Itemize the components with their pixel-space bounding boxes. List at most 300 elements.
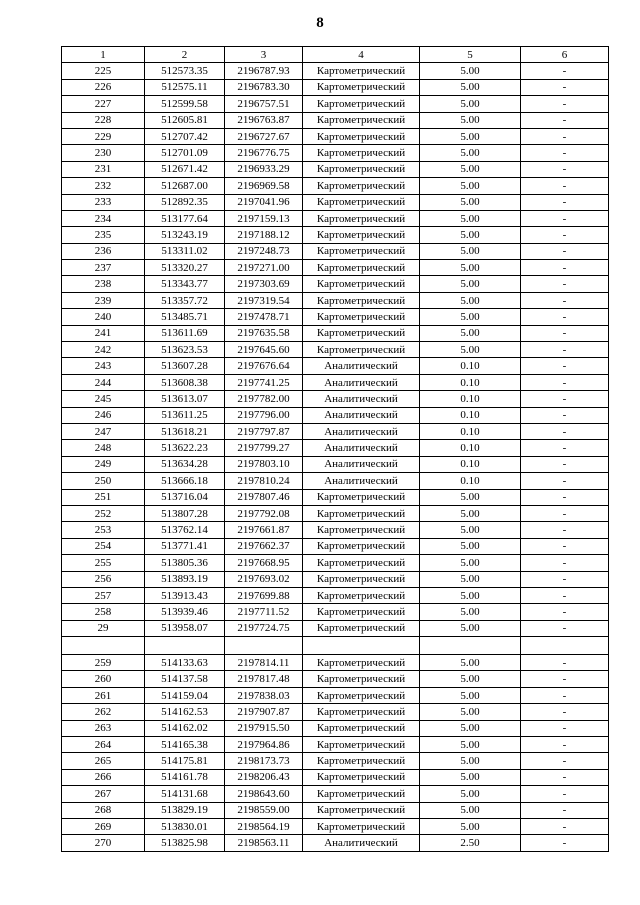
note-cell: - [521,835,609,851]
y-coordinate-cell: 2197661.87 [225,522,303,538]
x-coordinate-cell: 513611.69 [145,325,225,341]
method-cell: Аналитический [303,440,420,456]
note-cell: - [521,112,609,128]
point-number-cell: 249 [62,456,145,472]
accuracy-cell: 0.10 [420,456,521,472]
method-cell: Картометрический [303,505,420,521]
accuracy-cell: 5.00 [420,720,521,736]
point-number-cell: 228 [62,112,145,128]
y-coordinate-cell: 2197915.50 [225,720,303,736]
point-number-cell: 235 [62,227,145,243]
column-header: 1 [62,47,145,63]
accuracy-cell: 5.00 [420,505,521,521]
point-number-cell: 225 [62,63,145,79]
accuracy-cell: 5.00 [420,112,521,128]
method-cell: Картометрический [303,655,420,671]
table-row [62,440,609,456]
note-cell: - [521,802,609,818]
accuracy-cell: 5.00 [420,145,521,161]
table-row [62,128,609,144]
note-cell: - [521,655,609,671]
note-cell: - [521,769,609,785]
y-coordinate-cell: 2198559.00 [225,802,303,818]
point-number-cell: 270 [62,835,145,851]
y-coordinate-cell: 2196763.87 [225,112,303,128]
point-number-cell: 262 [62,704,145,720]
method-cell: Картометрический [303,587,420,603]
method-cell: Картометрический [303,802,420,818]
table-row [62,737,609,753]
method-cell: Картометрический [303,112,420,128]
y-coordinate-cell: 2197782.00 [225,391,303,407]
table-row [62,687,609,703]
method-cell: Картометрический [303,342,420,358]
x-coordinate-cell: 513623.53 [145,342,225,358]
method-cell: Картометрический [303,96,420,112]
table-row [62,210,609,226]
x-coordinate-cell: 514131.68 [145,786,225,802]
y-coordinate-cell: 2197810.24 [225,473,303,489]
point-number-cell: 258 [62,604,145,620]
y-coordinate-cell: 2197711.52 [225,604,303,620]
method-cell: Картометрический [303,292,420,308]
note-cell: - [521,145,609,161]
method-cell: Картометрический [303,604,420,620]
x-coordinate-cell: 512605.81 [145,112,225,128]
y-coordinate-cell: 2197645.60 [225,342,303,358]
table-row [62,769,609,785]
table-row [62,194,609,210]
table-row [62,96,609,112]
table-row [62,555,609,571]
method-cell: Картометрический [303,522,420,538]
note-cell: - [521,342,609,358]
x-coordinate-cell: 513762.14 [145,522,225,538]
table-row [62,276,609,292]
point-number-cell: 241 [62,325,145,341]
method-cell: Картометрический [303,753,420,769]
table-row [62,604,609,620]
accuracy-cell: 5.00 [420,604,521,620]
y-coordinate-cell: 2197676.64 [225,358,303,374]
table-row [62,112,609,128]
method-cell: Картометрический [303,818,420,834]
note-cell: - [521,260,609,276]
accuracy-cell: 0.10 [420,473,521,489]
point-number-cell: 244 [62,374,145,390]
y-coordinate-cell: 2197964.86 [225,737,303,753]
point-number-cell: 269 [62,818,145,834]
y-coordinate-cell: 2197797.87 [225,423,303,439]
x-coordinate-cell: 513825.98 [145,835,225,851]
point-number-cell: 253 [62,522,145,538]
note-cell: - [521,276,609,292]
accuracy-cell: 5.00 [420,161,521,177]
y-coordinate-cell: 2197662.37 [225,538,303,554]
table-row [62,835,609,851]
x-coordinate-cell: 514165.38 [145,737,225,753]
table-row [62,407,609,423]
table-row [62,753,609,769]
point-number-cell: 266 [62,769,145,785]
note-cell: - [521,391,609,407]
accuracy-cell [420,637,521,655]
accuracy-cell: 5.00 [420,194,521,210]
method-cell: Аналитический [303,456,420,472]
table-row [62,145,609,161]
note-cell: - [521,604,609,620]
x-coordinate-cell: 513311.02 [145,243,225,259]
point-number-cell: 238 [62,276,145,292]
note-cell: - [521,687,609,703]
note-cell: - [521,456,609,472]
note-cell: - [521,786,609,802]
note-cell: - [521,522,609,538]
table-row [62,178,609,194]
x-coordinate-cell: 512892.35 [145,194,225,210]
note-cell: - [521,292,609,308]
method-cell: Картометрический [303,178,420,194]
y-coordinate-cell: 2197699.88 [225,587,303,603]
point-number-cell: 257 [62,587,145,603]
y-coordinate-cell: 2197803.10 [225,456,303,472]
y-coordinate-cell: 2197792.08 [225,505,303,521]
point-number-cell: 256 [62,571,145,587]
accuracy-cell: 5.00 [420,292,521,308]
table-row [62,391,609,407]
x-coordinate-cell: 514162.53 [145,704,225,720]
method-cell: Картометрический [303,260,420,276]
y-coordinate-cell: 2197248.73 [225,243,303,259]
note-cell: - [521,587,609,603]
y-coordinate-cell: 2196787.93 [225,63,303,79]
table-row [62,456,609,472]
x-coordinate-cell: 512599.58 [145,96,225,112]
point-number-cell: 237 [62,260,145,276]
point-number-cell: 263 [62,720,145,736]
point-number-cell: 251 [62,489,145,505]
point-number-cell [62,637,145,655]
accuracy-cell: 5.00 [420,655,521,671]
note-cell: - [521,227,609,243]
x-coordinate-cell: 513357.72 [145,292,225,308]
x-coordinate-cell: 513830.01 [145,818,225,834]
accuracy-cell: 5.00 [420,276,521,292]
y-coordinate-cell: 2197814.11 [225,655,303,671]
note-cell: - [521,423,609,439]
table-row [62,802,609,818]
accuracy-cell: 0.10 [420,423,521,439]
note-cell: - [521,671,609,687]
point-number-cell: 229 [62,128,145,144]
note-cell: - [521,473,609,489]
point-number-cell: 226 [62,79,145,95]
point-number-cell: 245 [62,391,145,407]
y-coordinate-cell: 2198173.73 [225,753,303,769]
table-row [62,260,609,276]
point-number-cell: 250 [62,473,145,489]
point-number-cell: 233 [62,194,145,210]
accuracy-cell: 5.00 [420,671,521,687]
accuracy-cell: 0.10 [420,407,521,423]
note-cell: - [521,128,609,144]
method-cell: Картометрический [303,671,420,687]
note-cell: - [521,753,609,769]
method-cell: Картометрический [303,687,420,703]
note-cell: - [521,505,609,521]
x-coordinate-cell: 513893.19 [145,571,225,587]
method-cell: Картометрический [303,325,420,341]
y-coordinate-cell: 2197799.27 [225,440,303,456]
method-cell: Картометрический [303,704,420,720]
accuracy-cell: 5.00 [420,227,521,243]
note-cell: - [521,96,609,112]
table-row [62,358,609,374]
note-cell: - [521,440,609,456]
y-coordinate-cell: 2197838.03 [225,687,303,703]
y-coordinate-cell: 2197041.96 [225,194,303,210]
point-number-cell: 268 [62,802,145,818]
method-cell: Картометрический [303,769,420,785]
accuracy-cell: 5.00 [420,704,521,720]
note-cell: - [521,79,609,95]
table-row [62,489,609,505]
x-coordinate-cell: 513829.19 [145,802,225,818]
y-coordinate-cell: 2197796.00 [225,407,303,423]
method-cell: Аналитический [303,407,420,423]
accuracy-cell: 5.00 [420,309,521,325]
note-cell: - [521,325,609,341]
y-coordinate-cell: 2197668.95 [225,555,303,571]
accuracy-cell: 5.00 [420,587,521,603]
x-coordinate-cell: 513618.21 [145,423,225,439]
x-coordinate-cell: 512707.42 [145,128,225,144]
accuracy-cell: 0.10 [420,358,521,374]
accuracy-cell: 5.00 [420,538,521,554]
y-coordinate-cell: 2196933.29 [225,161,303,177]
x-coordinate-cell: 513320.27 [145,260,225,276]
method-cell: Картометрический [303,210,420,226]
y-coordinate-cell: 2196727.67 [225,128,303,144]
note-cell: - [521,178,609,194]
table-row [62,704,609,720]
table-row [62,473,609,489]
point-number-cell: 255 [62,555,145,571]
x-coordinate-cell: 512671.42 [145,161,225,177]
table-row [62,587,609,603]
accuracy-cell: 5.00 [420,342,521,358]
method-cell [303,637,420,655]
x-coordinate-cell: 514162.02 [145,720,225,736]
method-cell: Картометрический [303,555,420,571]
point-number-cell: 227 [62,96,145,112]
accuracy-cell: 5.00 [420,260,521,276]
accuracy-cell: 0.10 [420,374,521,390]
table-row [62,571,609,587]
method-cell: Картометрический [303,786,420,802]
note-cell: - [521,309,609,325]
accuracy-cell: 5.00 [420,786,521,802]
y-coordinate-cell: 2197693.02 [225,571,303,587]
note-cell: - [521,555,609,571]
x-coordinate-cell: 514175.81 [145,753,225,769]
method-cell: Картометрический [303,79,420,95]
point-number-cell: 232 [62,178,145,194]
x-coordinate-cell: 513485.71 [145,309,225,325]
table-row [62,671,609,687]
method-cell: Картометрический [303,194,420,210]
point-number-cell: 230 [62,145,145,161]
table-row [62,818,609,834]
x-coordinate-cell: 512575.11 [145,79,225,95]
note-cell: - [521,704,609,720]
accuracy-cell: 5.00 [420,128,521,144]
y-coordinate-cell: 2197741.25 [225,374,303,390]
table-row [62,325,609,341]
x-coordinate-cell: 513622.23 [145,440,225,456]
y-coordinate-cell: 2197303.69 [225,276,303,292]
point-number-cell: 261 [62,687,145,703]
point-number-cell: 243 [62,358,145,374]
method-cell: Картометрический [303,128,420,144]
coordinates-table [61,46,609,852]
point-number-cell: 267 [62,786,145,802]
note-cell: - [521,358,609,374]
point-number-cell: 264 [62,737,145,753]
note-cell: - [521,194,609,210]
x-coordinate-cell: 513807.28 [145,505,225,521]
y-coordinate-cell: 2198564.19 [225,818,303,834]
y-coordinate-cell: 2196776.75 [225,145,303,161]
table-row [62,522,609,538]
method-cell: Картометрический [303,145,420,161]
point-number-cell: 236 [62,243,145,259]
method-cell: Картометрический [303,309,420,325]
x-coordinate-cell: 513958.07 [145,620,225,636]
point-number-cell: 247 [62,423,145,439]
point-number-cell: 265 [62,753,145,769]
point-number-cell: 246 [62,407,145,423]
note-cell: - [521,720,609,736]
x-coordinate-cell: 513613.07 [145,391,225,407]
method-cell: Аналитический [303,391,420,407]
x-coordinate-cell: 512687.00 [145,178,225,194]
note-cell: - [521,243,609,259]
method-cell: Картометрический [303,276,420,292]
accuracy-cell: 5.00 [420,178,521,194]
table-row [62,243,609,259]
accuracy-cell: 5.00 [420,243,521,259]
y-coordinate-cell: 2196969.58 [225,178,303,194]
table-row [62,374,609,390]
point-number-cell: 239 [62,292,145,308]
y-coordinate-cell: 2197159.13 [225,210,303,226]
table-row [62,161,609,177]
y-coordinate-cell: 2197478.71 [225,309,303,325]
x-coordinate-cell: 513608.38 [145,374,225,390]
point-number-cell: 248 [62,440,145,456]
method-cell: Аналитический [303,835,420,851]
x-coordinate-cell: 513607.28 [145,358,225,374]
y-coordinate-cell: 2197271.00 [225,260,303,276]
method-cell: Картометрический [303,227,420,243]
accuracy-cell: 5.00 [420,769,521,785]
column-header: 6 [521,47,609,63]
y-coordinate-cell: 2196783.30 [225,79,303,95]
note-cell [521,637,609,655]
table-row [62,309,609,325]
accuracy-cell: 5.00 [420,571,521,587]
accuracy-cell: 0.10 [420,391,521,407]
accuracy-cell: 5.00 [420,522,521,538]
method-cell: Картометрический [303,489,420,505]
point-number-cell: 260 [62,671,145,687]
y-coordinate-cell: 2197635.58 [225,325,303,341]
page-number: 8 [316,15,324,31]
x-coordinate-cell: 512701.09 [145,145,225,161]
note-cell: - [521,161,609,177]
method-cell: Картометрический [303,571,420,587]
x-coordinate-cell: 513913.43 [145,587,225,603]
note-cell: - [521,407,609,423]
column-header: 5 [420,47,521,63]
y-coordinate-cell: 2197817.48 [225,671,303,687]
table-header-row [62,47,609,63]
accuracy-cell: 5.00 [420,737,521,753]
table-row [62,227,609,243]
note-cell: - [521,489,609,505]
accuracy-cell: 5.00 [420,802,521,818]
table-row [62,79,609,95]
accuracy-cell: 5.00 [420,79,521,95]
y-coordinate-cell: 2197807.46 [225,489,303,505]
x-coordinate-cell: 513805.36 [145,555,225,571]
point-number-cell: 242 [62,342,145,358]
accuracy-cell: 5.00 [420,818,521,834]
x-coordinate-cell: 513343.77 [145,276,225,292]
column-header: 2 [145,47,225,63]
method-cell: Картометрический [303,243,420,259]
point-number-cell: 240 [62,309,145,325]
note-cell: - [521,818,609,834]
method-cell: Аналитический [303,374,420,390]
x-coordinate-cell [145,637,225,655]
note-cell: - [521,374,609,390]
point-number-cell: 254 [62,538,145,554]
table-row [62,720,609,736]
accuracy-cell: 5.00 [420,620,521,636]
note-cell: - [521,620,609,636]
column-header: 4 [303,47,420,63]
accuracy-cell: 5.00 [420,96,521,112]
table-body [62,63,609,851]
y-coordinate-cell: 2196757.51 [225,96,303,112]
table-row [62,505,609,521]
x-coordinate-cell: 513243.19 [145,227,225,243]
table-row [62,292,609,308]
method-cell: Аналитический [303,358,420,374]
x-coordinate-cell: 512573.35 [145,63,225,79]
column-header: 3 [225,47,303,63]
accuracy-cell: 0.10 [420,440,521,456]
note-cell: - [521,63,609,79]
y-coordinate-cell: 2198643.60 [225,786,303,802]
accuracy-cell: 5.00 [420,555,521,571]
y-coordinate-cell [225,637,303,655]
x-coordinate-cell: 513634.28 [145,456,225,472]
table-row [62,423,609,439]
table-row [62,655,609,671]
